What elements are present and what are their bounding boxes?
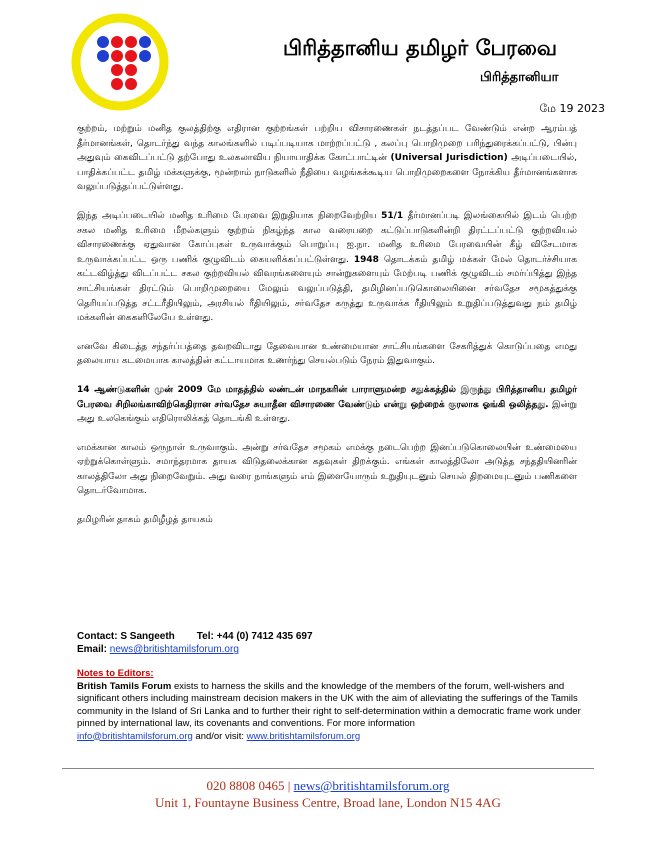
logo-dot-blue: [97, 36, 109, 48]
logo-ring: [76, 18, 164, 106]
footer-phone: 020 8808 0465: [206, 778, 285, 793]
notes-org-name: British Tamils Forum: [77, 680, 172, 692]
contact-phone: Tel: +44 (0) 7412 435 697: [196, 631, 313, 642]
resolution-number: 51/1: [381, 210, 404, 221]
logo-dot-red: [125, 64, 137, 76]
logo-dot-red: [111, 50, 123, 62]
info-email-link[interactable]: info@britishtamilsforum.org: [77, 730, 193, 742]
org-title: பிரித்தானிய தமிழர் பேரவை: [283, 36, 557, 60]
paragraph-3: எனவே கிடைத்த சந்தர்ப்பத்தை தவறவிடாது தேவையான உண்மையான சாட்சியங்களை சேகரித்துக் கொடுப்பதை எமது தலையாய கடமையாக காலத்தின் கட்டாயமாக உணர்ந்து செயல்படும் நேரம் இதுவாகும்.: [77, 341, 577, 367]
logo-dot-red: [125, 50, 137, 62]
contact-block: [77, 630, 577, 656]
paragraph-2-end: தொடக்கம் தமிழ் மக்கள் மேல் தொடர்ச்சியாக கட்டவிழ்த்து விடப்பட்ட சகல குற்றவியல் விவரங்களையும் சான்றுகளையும் மேற்படி பணிக் குழுவிடம் சமர்ப்பித்து இந்த சாட்சியங்கள் திரட்டும் பொறிமுறையை மேலும் வலுப்படுத்தி, தமிழினப்படுகொலையினை சர்வதேச சமூகத்துக்கு தெரியப்படுத்த சட்டரீதியிலும், அரசியல் ரீதியிலும், சர்வதேச கருத்து உருவாக்க ரீதியிலும் உறுதிப்படுத்துவது நம் தமிழ் மக்களின் கைகளிலேயே உள்ளது.: [77, 254, 577, 324]
contact-name: Contact: S Sangeeth: [77, 631, 175, 642]
paragraph-4-end: இன்று அது உலகெங்கும் எதிரொலிக்கத் தொடங்கி உள்ளது.: [77, 399, 577, 425]
notes-header: Notes to Editors: [77, 668, 151, 679]
paragraph-2-mid: தீர்மானப்படி இலங்கையில் இடம் பெற்ற சகல மனித உரிமை மீறல்களும் குற்றம் நிகழ்ந்த கால வரையறை கட்டுப்பாடுகளின்றி திரட்டப்பட்டு குற்றவியல் விசாரணைக்கு ஏதுவான கோப்புகள் உருவாக்கும் பொறுப்பு ஐ.நா. மனித உரிமை பேரவையின் கீழ் விசேடமாக உருவாக்கப்பட்ட ஒரு பணிக் குழுவிடம் கையளிக்கப்பட்டுள்ளது.: [77, 210, 577, 265]
paragraph-1: [77, 122, 577, 195]
contact-email-link[interactable]: news@britishtamilsforum.org: [109, 644, 239, 655]
paragraph-5: எமக்கான காலம் ஒருநாள் உருவாகும். அன்று சர்வதேச சமூகம் எமக்கு நடைபெற்ற இனப்படுகொலையின் உண்மையை ஏற்றுக்கொள்ளும். சமாந்தரமாக தாயக விடுதலைக்கான கதவுகள் திறக்கும். எங்கள் காலத்திலோ அடுத்த சந்ததியினரின் காலத்திலோ அது நிறைவேறும். அது வரை நாங்களும் எம் இளையோரும் உறுதியுடனும் செயல் திறமையுடனும் பணிகளை தொடர்வோமாக.: [77, 442, 577, 497]
paragraph-2: [77, 209, 577, 326]
paragraph-4-bold: 14 ஆண்டுகளின் முன் 2009 மே மாதத்தில் லண்டன் மாநகரின் பாராளுமன்ற சதுக்கத்தில் இருந்து பிரித்தானிய தமிழர் பேரவை சிறிலங்காவிற்கெதிரான சர்வதேச சுயாதீன விசாரணை வேண்டும் என்று ஒற்றைக் குரலாக ஓங்கி ஒலித்தது.: [77, 384, 577, 410]
org-subtitle: பிரித்தானியா: [480, 70, 559, 85]
footer-email-link[interactable]: news@britishtamilsforum.org: [293, 778, 450, 793]
release-date: மே 19 2023: [539, 102, 605, 115]
notes-header-line: [77, 668, 582, 681]
contact-line: [77, 630, 577, 643]
paragraph-4: [77, 383, 577, 427]
notes-body: [77, 681, 582, 744]
email-line: [77, 643, 577, 656]
universal-jurisdiction-term: (Universal Jurisdiction): [390, 153, 508, 164]
logo-dot-red: [125, 78, 137, 90]
paragraph-2-start: இந்த அடிப்படையில் மனித உரிமை பேரவை இறுதியாக நிறைவேற்றிய: [77, 210, 377, 221]
footer-separator: |: [287, 778, 291, 793]
footer-address: Unit 1, Fountayne Business Centre, Broad lane, London N15 4AG: [155, 795, 501, 810]
footer-contact-line: [62, 777, 594, 794]
paragraph-1-text: குற்றம், மற்றும் மனித குலத்திற்கு எதிரான குற்றங்கள் பற்றிய விசாரணைகள் நடத்தப்பட வேண்டும் என்ற ஆரம்பத் தீர்மானங்கள், தொடர்ந்து வந்த காலங்களில் படிப்படியாக மாற்றப்பட்டு , கலப்பு பொறிமுறை பரிந்துரைக்கப்பட்டு, பின்பு அதுவும் கைவிடப்பட்டு தற்போது உலகலாவிய நியாயாதிக்க கோட்பாட்டின்: [77, 124, 577, 164]
release-body: [77, 122, 577, 542]
notes-text: exists to harness the skills and the knowledge of the members of the forum, well-wishers and significant others including mainstream decision makers in the UK with the aim of alleviating the sufferings of the Tamils community in the Island of Sri Lanka and to further their right to self-determination within a democratic frame work under pinned by international law, its covenants and conventions. For more information: [77, 680, 581, 729]
footer-divider: [62, 768, 594, 769]
logo-dot-red: [125, 36, 137, 48]
logo-dot-blue: [97, 50, 109, 62]
logo-dot-red: [111, 36, 123, 48]
logo-dot-red: [111, 64, 123, 76]
logo-dot-blue: [139, 36, 151, 48]
email-label: Email:: [77, 644, 108, 655]
paragraph-1-end: அடிப்படையில், பாதிக்கப்பட்ட தமிழ் மக்களுக்கு, மூன்றாம் நாடுகளில் நீதியை வழங்கக்கூடிய பொறிமுறைகளை நோக்கிய தீர்மானங்களாக வலுப்படுத்தப்பட்டுள்ளது.: [77, 153, 577, 193]
british-tamils-forum-logo: [70, 12, 170, 112]
logo-dot-red: [111, 78, 123, 90]
page-footer: [62, 777, 594, 811]
paragraph-6: தமிழரின் தாகம் தமிழீழத் தாயகம்: [77, 515, 213, 526]
notes-to-editors: [77, 668, 582, 743]
visit-text: and/or visit:: [195, 730, 244, 742]
logo-dot-blue: [139, 50, 151, 62]
website-link[interactable]: www.britishtamilsforum.org: [246, 730, 361, 742]
year-1948: 1948: [353, 254, 379, 265]
notes-header-colon: :: [150, 668, 154, 679]
